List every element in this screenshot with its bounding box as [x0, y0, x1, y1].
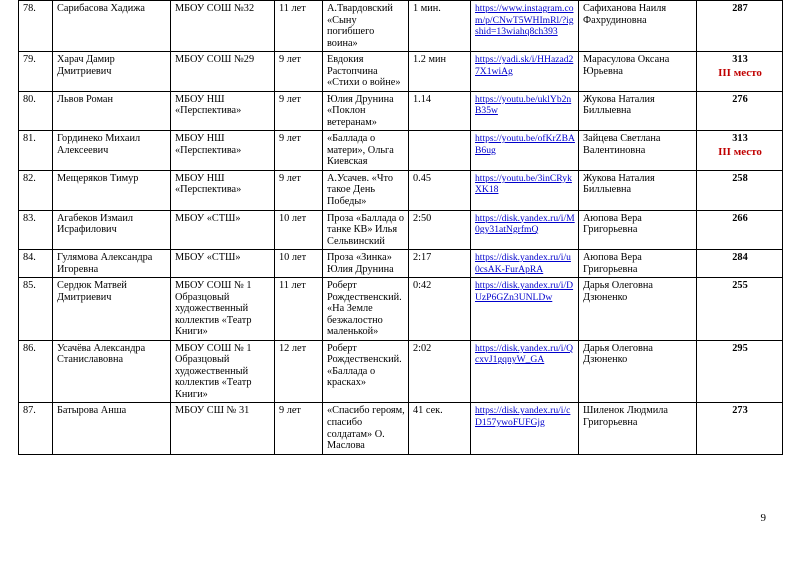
video-link[interactable]: https://disk.yandex.ru/i/DUzP6GZn3UNLDw	[475, 280, 574, 303]
work-title: А.Твардовский «Сыну погибшего воина»	[323, 1, 409, 52]
participant-name: Львов Роман	[53, 91, 171, 131]
duration: 2:50	[409, 210, 471, 250]
row-number: 82.	[19, 170, 53, 210]
participant-age: 10 лет	[275, 210, 323, 250]
score-cell	[697, 1, 783, 52]
score-cell	[697, 91, 783, 131]
teacher-name: Жукова Наталия Биллыевна	[579, 170, 697, 210]
teacher-name: Дарья Олеговна Дзюненко	[579, 340, 697, 403]
row-number: 79.	[19, 52, 53, 92]
teacher-name: Сафиханова Наиля Фахрудиновна	[579, 1, 697, 52]
video-link[interactable]: https://www.instagram.com/p/CNwT5WHImRl/?igshid=13wiahq8ch393	[475, 3, 574, 38]
score-value: 266	[732, 212, 748, 224]
row-number: 85.	[19, 278, 53, 341]
link-cell	[471, 278, 579, 341]
score-value: 255	[732, 280, 748, 292]
table-row	[19, 340, 783, 403]
score-cell	[697, 52, 783, 92]
score-value: 287	[732, 3, 748, 14]
video-link[interactable]: https://youtu.be/ofKrZBAB6ug	[475, 133, 575, 156]
teacher-name: Зайцева Светлана Валентиновна	[579, 131, 697, 171]
row-number: 87.	[19, 403, 53, 454]
score-cell	[697, 170, 783, 210]
link-cell	[471, 403, 579, 454]
score-value: 258	[732, 172, 748, 184]
work-title: А.Усачев. «Что такое День Победы»	[323, 170, 409, 210]
duration: 1.14	[409, 91, 471, 131]
duration	[409, 131, 471, 171]
work-title: Евдокия Растопчина «Стихи о войне»	[323, 52, 409, 92]
link-cell	[471, 91, 579, 131]
duration: 2:17	[409, 250, 471, 278]
table-row	[19, 170, 783, 210]
work-title: Роберт Рождественский. «Баллада о красках»	[323, 340, 409, 403]
school-name: МБОУ НШ «Перспектива»	[171, 170, 275, 210]
teacher-name: Жукова Наталия Биллыевна	[579, 91, 697, 131]
row-number: 81.	[19, 131, 53, 171]
link-cell	[471, 1, 579, 52]
teacher-name: Дарья Олеговна Дзюненко	[579, 278, 697, 341]
participant-name: Гординеко Михаил Алексеевич	[53, 131, 171, 171]
row-number: 86.	[19, 340, 53, 403]
page-number: 9	[760, 512, 766, 524]
place-badge: III место	[718, 66, 762, 79]
video-link[interactable]: https://youtu.be/3inCRykXK18	[475, 172, 572, 196]
link-cell	[471, 170, 579, 210]
score-value: 273	[732, 405, 748, 417]
participant-name: Батырова Анша	[53, 403, 171, 454]
link-cell	[471, 210, 579, 250]
link-cell	[471, 131, 579, 171]
school-name: МБОУ СШ № 31	[171, 403, 275, 454]
teacher-name: Аюпова Вера Григорьевна	[579, 250, 697, 278]
school-name: МБОУ НШ «Перспектива»	[171, 91, 275, 131]
participant-age: 11 лет	[275, 278, 323, 341]
score-value: 284	[732, 252, 748, 264]
teacher-name: Марасулова Оксана Юрьевна	[579, 52, 697, 92]
row-number: 80.	[19, 91, 53, 131]
table-row	[19, 131, 783, 171]
participant-age: 12 лет	[275, 340, 323, 403]
participant-age: 9 лет	[275, 170, 323, 210]
participant-name: Усачёва Александра Станиславовна	[53, 340, 171, 403]
duration: 1.2 мин	[409, 52, 471, 92]
video-link[interactable]: https://disk.yandex.ru/i/M0gy31atNgrfmQ	[475, 212, 575, 236]
link-cell	[471, 250, 579, 278]
school-name: МБОУ СОШ №29	[171, 52, 275, 92]
duration: 41 сек.	[409, 403, 471, 454]
place-badge: III место	[718, 145, 762, 158]
score-cell	[697, 403, 783, 454]
school-name: МБОУ СОШ №32	[171, 1, 275, 52]
video-link[interactable]: https://disk.yandex.ru/i/QcxvJ1gqnyW_GA	[475, 342, 574, 366]
score-value: 276	[732, 93, 748, 105]
table-row	[19, 1, 783, 52]
duration: 1 мин.	[409, 1, 471, 52]
duration: 2:02	[409, 340, 471, 403]
link-cell	[471, 340, 579, 403]
participant-name: Агабеков Измаил Исрафилович	[53, 210, 171, 250]
participant-name: Гулямова Александра Игоревна	[53, 250, 171, 278]
score-cell	[697, 250, 783, 278]
score-cell	[697, 278, 783, 341]
table-row	[19, 250, 783, 278]
video-link[interactable]: https://disk.yandex.ru/i/u0csAK-FurApRA	[475, 252, 571, 275]
participant-age: 9 лет	[275, 403, 323, 454]
participant-age: 9 лет	[275, 52, 323, 92]
video-link[interactable]: https://youtu.be/uklYb2nB35w	[475, 93, 572, 117]
work-title: Роберт Рождественский. «На Земле безжалостно маленькой»	[323, 278, 409, 341]
participant-age: 10 лет	[275, 250, 323, 278]
table-row	[19, 91, 783, 131]
work-title: «Спасибо героям, спасибо солдатам» О. Маслова	[323, 403, 409, 454]
table-row	[19, 210, 783, 250]
school-name: МБОУ «СТШ»	[171, 210, 275, 250]
score-value: 313	[732, 133, 748, 145]
work-title: Проза «Зинка» Юлия Друнина	[323, 250, 409, 278]
teacher-name: Аюпова Вера Григорьевна	[579, 210, 697, 250]
score-value: 295	[732, 342, 748, 354]
score-cell	[697, 340, 783, 403]
table-row	[19, 52, 783, 92]
score-value: 313	[732, 54, 748, 66]
row-number: 84.	[19, 250, 53, 278]
school-name: МБОУ СОШ № 1 Образцовый художественный коллектив «Театр Книги»	[171, 278, 275, 341]
participant-age: 9 лет	[275, 131, 323, 171]
link-cell	[471, 52, 579, 92]
score-cell	[697, 210, 783, 250]
participant-name: Сердюк Матвей Дмитриевич	[53, 278, 171, 341]
participant-name: Сарибасова Хадижа	[53, 1, 171, 52]
row-number: 78.	[19, 1, 53, 52]
video-link[interactable]: https://yadi.sk/i/HHazad27X1wiAg	[475, 54, 574, 77]
table-row	[19, 278, 783, 341]
work-title: «Баллада о матери», Ольга Киевская	[323, 131, 409, 171]
score-cell	[697, 131, 783, 171]
participant-name: Харач Дамир Дмитриевич	[53, 52, 171, 92]
participant-age: 11 лет	[275, 1, 323, 52]
duration: 0:42	[409, 278, 471, 341]
participants-table	[18, 0, 783, 455]
school-name: МБОУ НШ «Перспектива»	[171, 131, 275, 171]
duration: 0.45	[409, 170, 471, 210]
school-name: МБОУ СОШ № 1 Образцовый художественный коллектив «Театр Книги»	[171, 340, 275, 403]
participant-name: Мещеряков Тимур	[53, 170, 171, 210]
work-title: Юлия Друнина «Поклон ветеранам»	[323, 91, 409, 131]
school-name: МБОУ «СТШ»	[171, 250, 275, 278]
participant-age: 9 лет	[275, 91, 323, 131]
work-title: Проза «Баллада о танке КВ» Илья Сельвинский	[323, 210, 409, 250]
video-link[interactable]: https://disk.yandex.ru/i/cD157ywoFUFGjg	[475, 405, 571, 428]
table-row	[19, 403, 783, 454]
teacher-name: Шиленок Людмила Григорьевна	[579, 403, 697, 454]
row-number: 83.	[19, 210, 53, 250]
